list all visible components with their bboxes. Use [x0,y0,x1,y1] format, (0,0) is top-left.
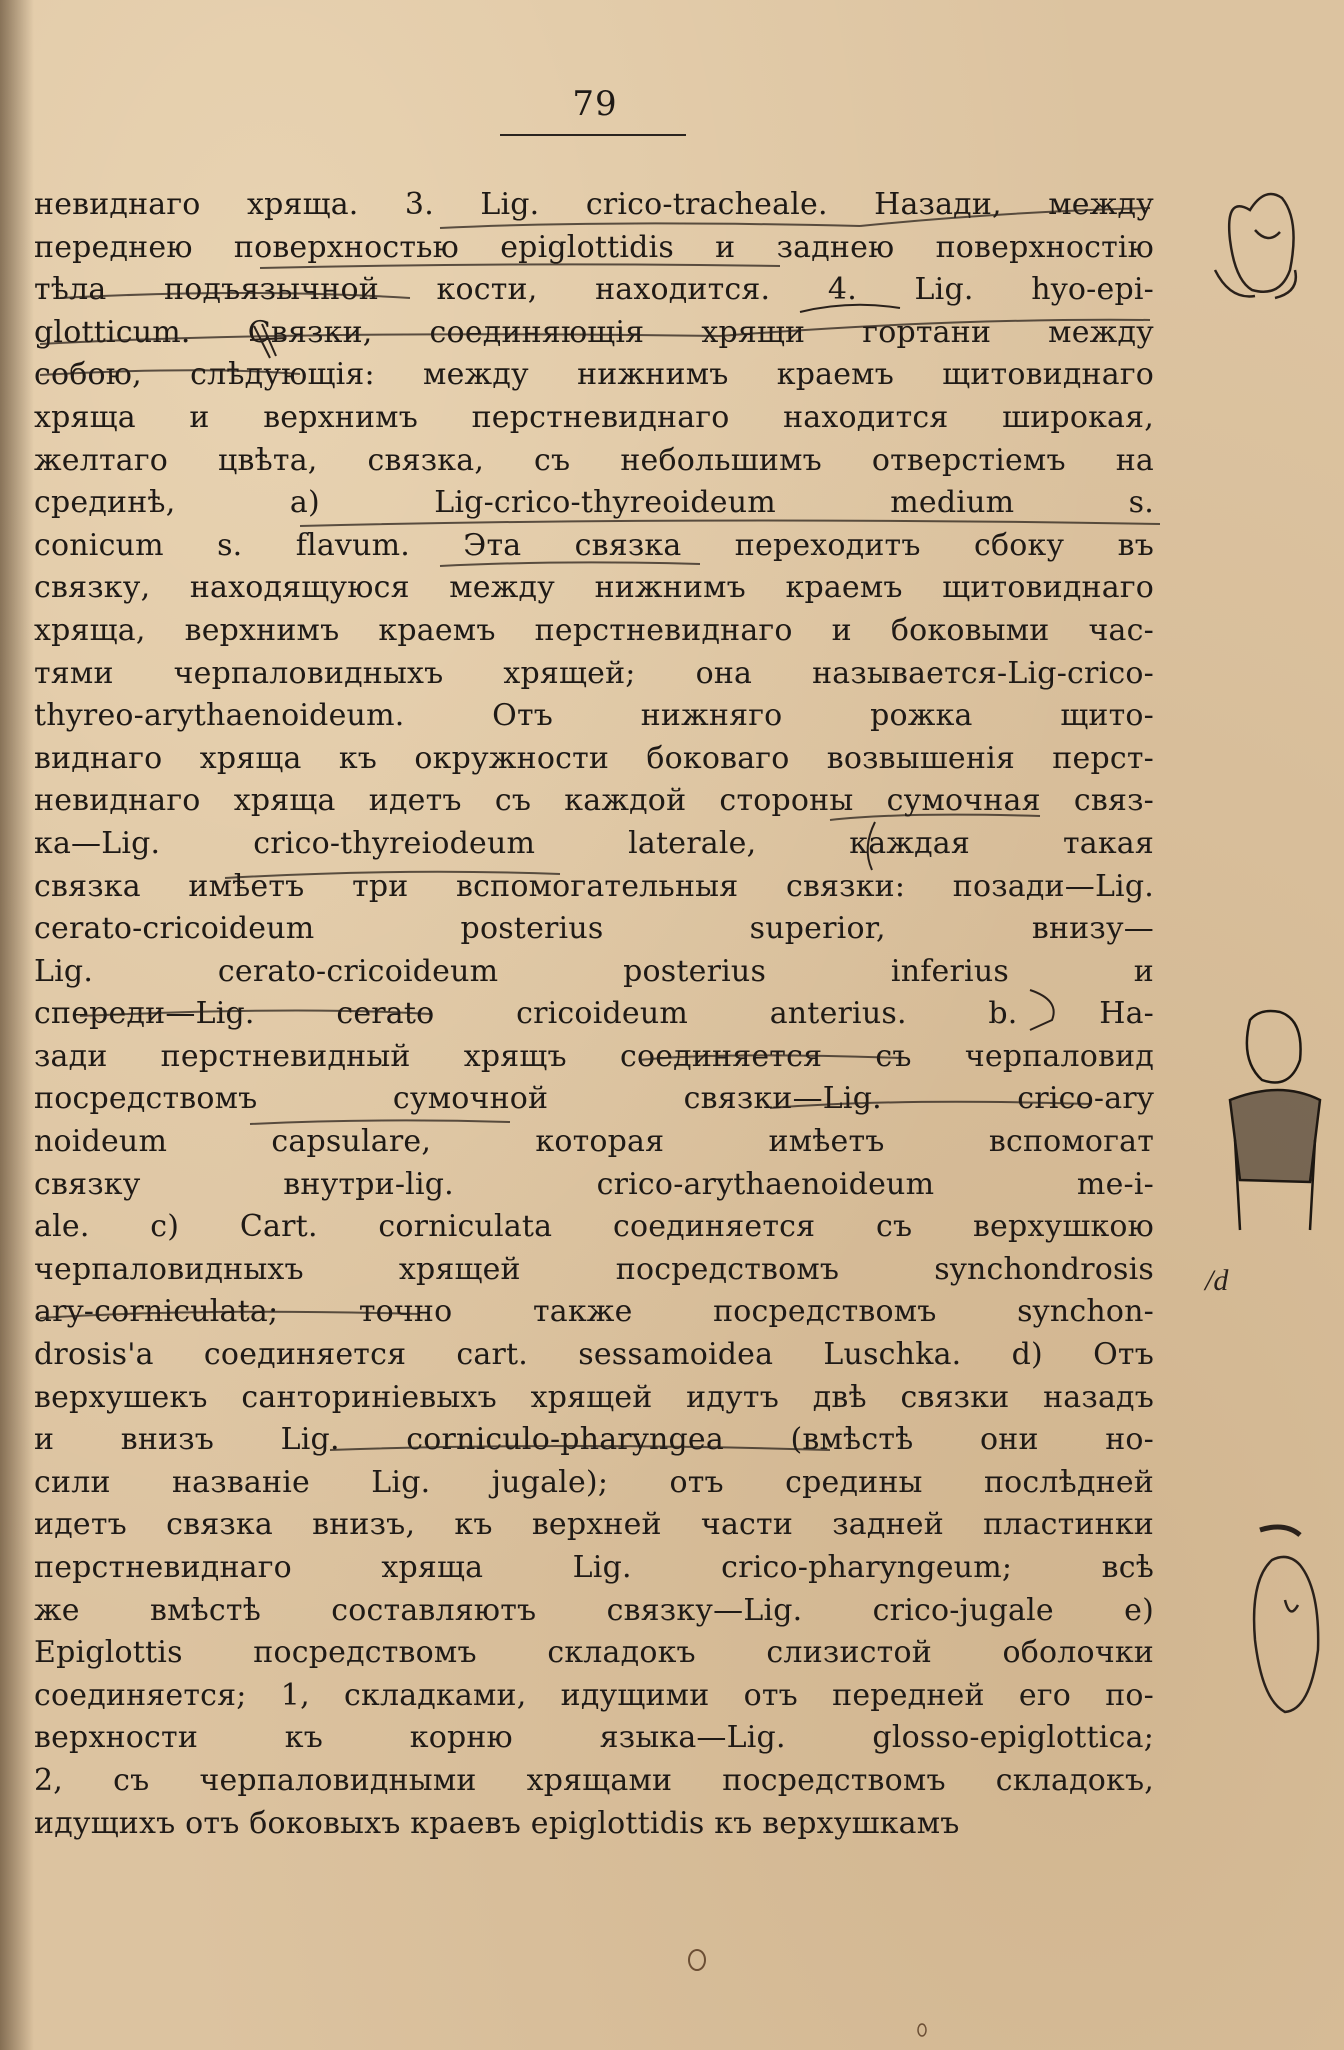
text-line: соединяется; 1, складками, идущими отъ передней его по- [34,1677,1154,1713]
page-number-rule [500,134,686,136]
text-line: черпаловидныхъ хрящей посредствомъ synchondrosis [34,1251,1154,1287]
body-text [34,184,1154,1845]
stain-mark [689,1950,705,1970]
text-line: собою, слѣдующія: между нижнимъ краемъ щитовиднаго [34,357,1154,393]
text-line: тѣла подъязычной кости, находится. 4. Lig. hyo-epi- [34,272,1154,308]
text-line: срединѣ, a) Lig-crico-thyreoideum medium s. [34,485,1154,521]
text-line: желтаго цвѣта, связка, съ небольшимъ отверстіемъ на [34,442,1154,478]
text-line: drosis'a соединяется cart. sessamoidea Luschka. d) Отъ [34,1337,1154,1373]
text-line: 2, съ черпаловидными хрящами посредствомъ складокъ, [34,1762,1154,1798]
text-line: связку внутри-lig. crico-arythaenoideum me-i- [34,1166,1154,1202]
text-line: переднею поверхностью epiglottidis и заднею поверхностію [34,229,1154,265]
text-line: идущихъ отъ боковыхъ краевъ epiglottidis къ верхушкамъ [34,1805,960,1841]
text-line: невиднаго хряща идетъ съ каждой стороны сумочная связ- [34,783,1154,819]
text-line: невиднаго хряща. 3. Lig. crico-tracheale. Назади, между [34,187,1154,222]
text-line: перстневиднаго хряща Lig. crico-pharyngeum; всѣ [34,1550,1154,1585]
stain-mark [918,2024,926,2036]
text-line: идетъ связка внизъ, къ верхней части задней пластинки [34,1507,1154,1543]
text-line: посредствомъ сумочной связки—Lig. crico-ary [34,1081,1154,1117]
text-line: зади перстневидный хрящъ соединяется съ черпаловид [34,1038,1154,1074]
text-line: ale. c) Cart. corniculata соединяется съ верхушкою [34,1209,1154,1245]
larynx-outline-icon [1254,1527,1318,1712]
text-line: спереди—Lig. cerato cricoideum anterius. b. На- [34,996,1154,1032]
text-line: Epiglottis посредствомъ складокъ слизистой оболочки [34,1635,1154,1671]
text-line: conicum s. flavum. Эта связка переходитъ сбоку въ [34,527,1154,563]
text-line: хряща и верхнимъ перстневиднаго находится широкая, [34,399,1154,435]
text-line: и внизъ Lig. corniculo-pharyngea (вмѣстѣ они но- [34,1422,1154,1458]
text-line: сили названіе Lig. jugale); отъ средины послѣдней [34,1464,1154,1500]
larynx-sketch-icon [1215,194,1296,298]
page-left-shadow [0,0,34,2050]
text-line: же вмѣстѣ составляютъ связку—Lig. crico-jugale e) [34,1592,1154,1628]
text-line: thyreo-arythaenoideum. Отъ нижняго рожка щито- [34,698,1154,734]
text-line: виднаго хряща къ окружности боковаго возвышенія перст- [34,740,1154,776]
text-line: хряща, верхнимъ краемъ перстневиднаго и боковыми час- [34,612,1154,648]
text-line: glotticum. Связки, соединяющія хрящи гортани между [34,314,1154,350]
text-line: связку, находящуюся между нижнимъ краемъ щитовиднаго [34,570,1154,606]
text-line: ary-corniculata; точно также посредствомъ synchon- [34,1294,1154,1330]
text-line: тями черпаловидныхъ хрящей; она называется-Lig-crico- [34,655,1154,691]
margin-note: /d [1205,1264,1229,1297]
figure-sketch-icon [1230,1011,1320,1230]
page-number: 79 [572,84,618,124]
text-line: верхности къ корню языка—Lig. glosso-epiglottica; [34,1720,1154,1756]
text-line: Lig. cerato-cricoideum posterius inferius и [34,953,1154,989]
text-line: noideum capsulare, которая имѣетъ вспомогат [34,1124,1154,1160]
text-line: верхушекъ санториніевыхъ хрящей идутъ двѣ связки назадъ [34,1379,1154,1415]
text-line: связка имѣетъ три вспомогательныя связки: позади—Lig. [34,868,1154,904]
text-line: ка—Lig. crico-thyreiodeum laterale, каждая такая [34,825,1154,861]
text-line: cerato-cricoideum posterius superior, внизу— [34,911,1154,947]
